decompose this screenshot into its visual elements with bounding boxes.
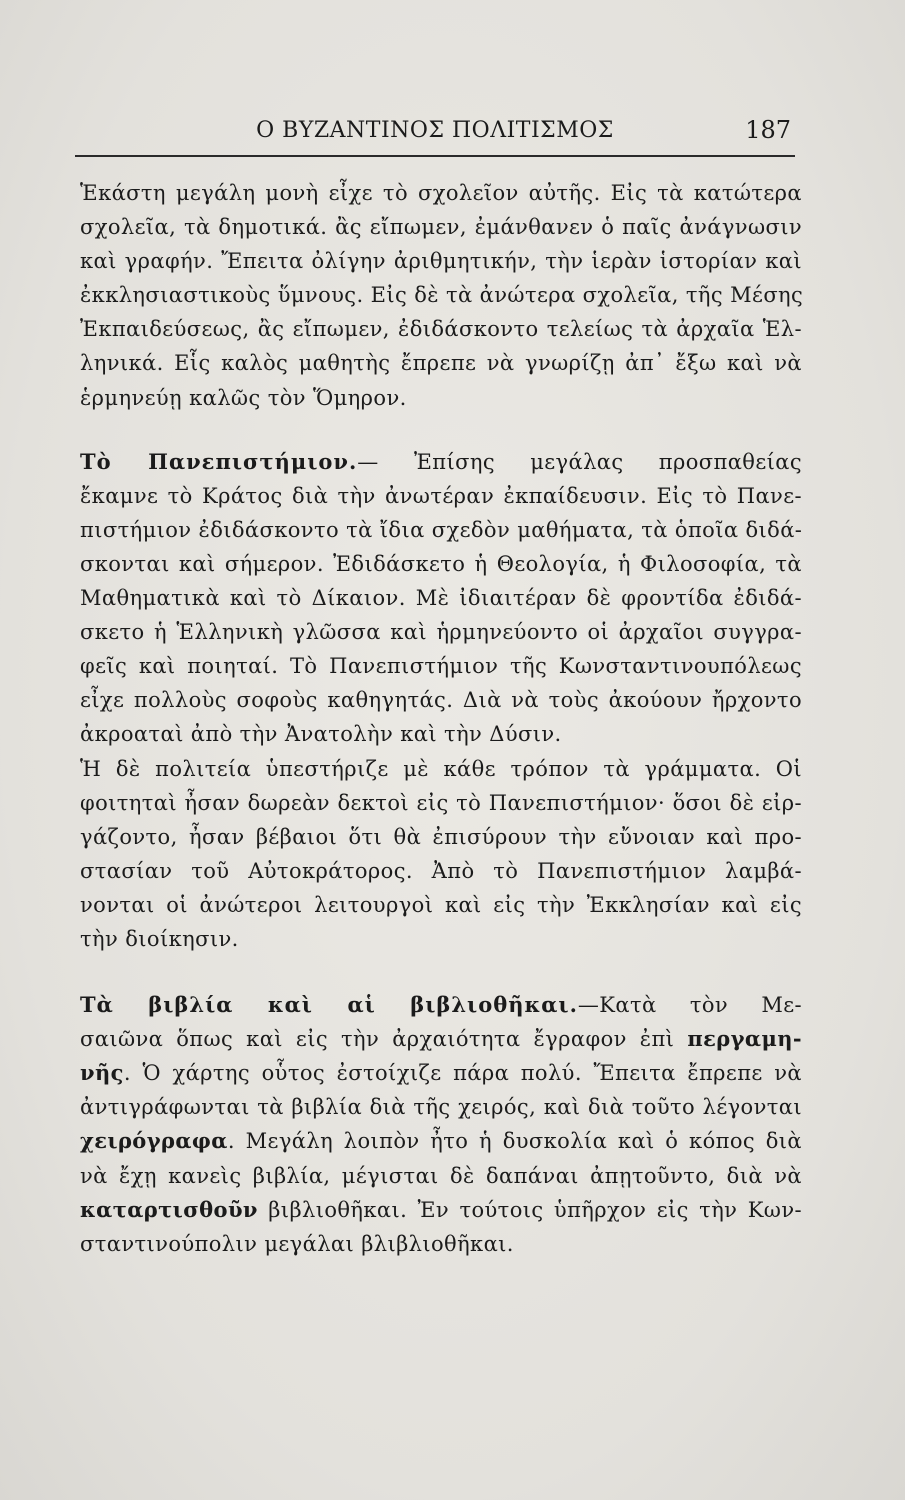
emphasis-term: χειρόγραφα xyxy=(80,1128,228,1154)
text-line xyxy=(80,1124,802,1158)
text-line xyxy=(80,988,802,1022)
page-number: 187 xyxy=(745,116,791,144)
text-line: ἐκκλησιαστικοὺς ὕμνους. Εἰς δὲ τὰ ἀνώτερα σχολεῖα, τῆς Μέσης xyxy=(80,283,804,308)
text-line: σταντινούπολιν μεγάλαι βλιβλιοθῆκαι. xyxy=(80,1231,514,1256)
text-line: Μαθηματικὰ καὶ τὸ Δίκαιον. Μὲ ἰδιαιτέραν δὲ φροντίδα ἐδιδά- xyxy=(80,586,802,611)
text-run: σαιῶνα ὅπως καὶ εἰς τὴν ἀρχαιότητα ἔγραφον ἐπὶ xyxy=(80,1027,688,1052)
text-line: νονται οἱ ἀνώτεροι λειτουργοὶ καὶ εἰς τὴν Ἐκκλησίαν καὶ εἰς xyxy=(80,892,802,917)
text-line: σκετο ἡ Ἑλληνικὴ γλῶσσα καὶ ἡρμηνεύοντο οἱ ἀρχαῖοι συγγρα- xyxy=(80,620,802,645)
section-university xyxy=(80,445,802,956)
text-line: σκονται καὶ σήμερον. Ἐδιδάσκετο ἡ Θεολογία, ἡ Φιλοσοφία, τὰ xyxy=(80,551,802,576)
running-head xyxy=(75,114,795,154)
text-line: φεῖς καὶ ποιηταί. Τὸ Πανεπιστήμιον τῆς Κωνσταντινουπόλεως xyxy=(80,654,802,679)
text-run: — Ἐπίσης μεγάλας προσπαθείας xyxy=(357,449,803,474)
text-line: καὶ γραφήν. Ἔπειτα ὀλίγην ἀριθμητικήν, τὴν ἱερὰν ἱστορίαν καὶ xyxy=(80,249,802,274)
text-line xyxy=(80,445,802,479)
paragraph-schools xyxy=(80,176,802,415)
text-line: ἀντιγράφωνται τὰ βιβλία διὰ τῆς χειρός, καὶ διὰ τοῦτο λέγονται xyxy=(80,1095,802,1120)
section-gap xyxy=(80,415,802,445)
running-title: Ο ΒΥΖΑΝΤΙΝΟΣ ΠΟΛΙΤΙΣΜΟΣ xyxy=(256,118,614,143)
text-line: ἀκροαταὶ ἀπὸ τὴν Ἀνατολὴν καὶ τὴν Δύσιν. xyxy=(80,722,562,747)
section-heading-books: Τὰ βιβλία καὶ αἱ βιβλιοθῆκαι. xyxy=(80,992,578,1018)
emphasis-term: περγαμη- xyxy=(687,1026,802,1052)
section-heading-university: Τὸ Πανεπιστήμιον. xyxy=(80,448,358,474)
text-line xyxy=(80,1056,802,1090)
header-rule xyxy=(75,155,795,157)
text-line: Ἐκπαιδεύσεως, ἂς εἴπωμεν, ἐδιδάσκοντο τελείως τὰ ἀρχαῖα Ἑλ- xyxy=(80,317,802,342)
text-line: Ἑκάστη μεγάλη μονὴ εἶχε τὸ σχολεῖον αὐτῆς. Εἰς τὰ κατώτερα xyxy=(80,181,802,205)
text-line: στασίαν τοῦ Αὐτοκράτορος. Ἀπὸ τὸ Πανεπιστήμιον λαμβά- xyxy=(80,858,802,883)
text-line xyxy=(80,1193,802,1227)
text-run: —Κατὰ τὸν Με- xyxy=(577,993,802,1018)
text-line: γάζοντο, ἦσαν βέβαιοι ὅτι θὰ ἐπισύρουν τὴν εὔνοιαν καὶ προ- xyxy=(80,824,802,849)
emphasis-term: καταρτισθοῦν xyxy=(80,1196,258,1222)
text-line: ληνικά. Εἷς καλὸς μαθητὴς ἔπρεπε νὰ γνωρίζῃ ἀπ᾽ ἔξω καὶ νὰ xyxy=(80,351,802,376)
emphasis-term: νῆς xyxy=(80,1060,124,1086)
text-line xyxy=(80,1022,802,1056)
text-line: φοιτηταὶ ἦσαν δωρεὰν δεκτοὶ εἰς τὸ Πανεπιστήμιον· ὅσοι δὲ εἰρ- xyxy=(80,790,802,815)
section-books xyxy=(80,988,802,1261)
text-line: ἔκαμνε τὸ Κράτος διὰ τὴν ἀνωτέραν ἐκπαίδευσιν. Εἰς τὸ Πανε- xyxy=(80,483,802,508)
text-line: ἑρμηνεύῃ καλῶς τὸν Ὅμηρον. xyxy=(80,385,407,410)
text-run: . Ὁ χάρτης οὗτος ἐστοίχιζε πάρα πολύ. Ἔπειτα ἔπρεπε νὰ xyxy=(123,1061,802,1086)
section-gap xyxy=(80,956,802,988)
text-run: . Μεγάλη λοιπὸν ἦτο ἡ δυσκολία καὶ ὁ κόπος διὰ xyxy=(227,1129,802,1154)
text-line: τὴν διοίκησιν. xyxy=(80,926,239,951)
text-run: βιβλιοθῆκαι. Ἐν τούτοις ὑπῆρχον εἰς τὴν Κων- xyxy=(257,1197,802,1222)
body-text xyxy=(80,176,802,1261)
text-line: νὰ ἔχῃ κανεὶς βιβλία, μέγισται δὲ δαπάναι ἀπῃτοῦντο, διὰ νὰ xyxy=(80,1163,802,1188)
text-line: εἶχε πολλοὺς σοφοὺς καθηγητάς. Διὰ νὰ τοὺς ἀκούουν ἤρχοντο xyxy=(80,688,802,713)
text-line: Ἡ δὲ πολιτεία ὑπεστήριζε μὲ κάθε τρόπον τὰ γράμματα. Οἱ xyxy=(80,756,802,781)
text-line: σχολεῖα, τὰ δημοτικά. ἂς εἴπωμεν, ἐμάνθανεν ὁ παῖς ἀνάγνωσιν xyxy=(80,215,802,240)
text-line: πιστήμιον ἐδιδάσκοντο τὰ ἴδια σχεδὸν μαθήματα, τὰ ὁποῖα διδά- xyxy=(80,517,803,542)
